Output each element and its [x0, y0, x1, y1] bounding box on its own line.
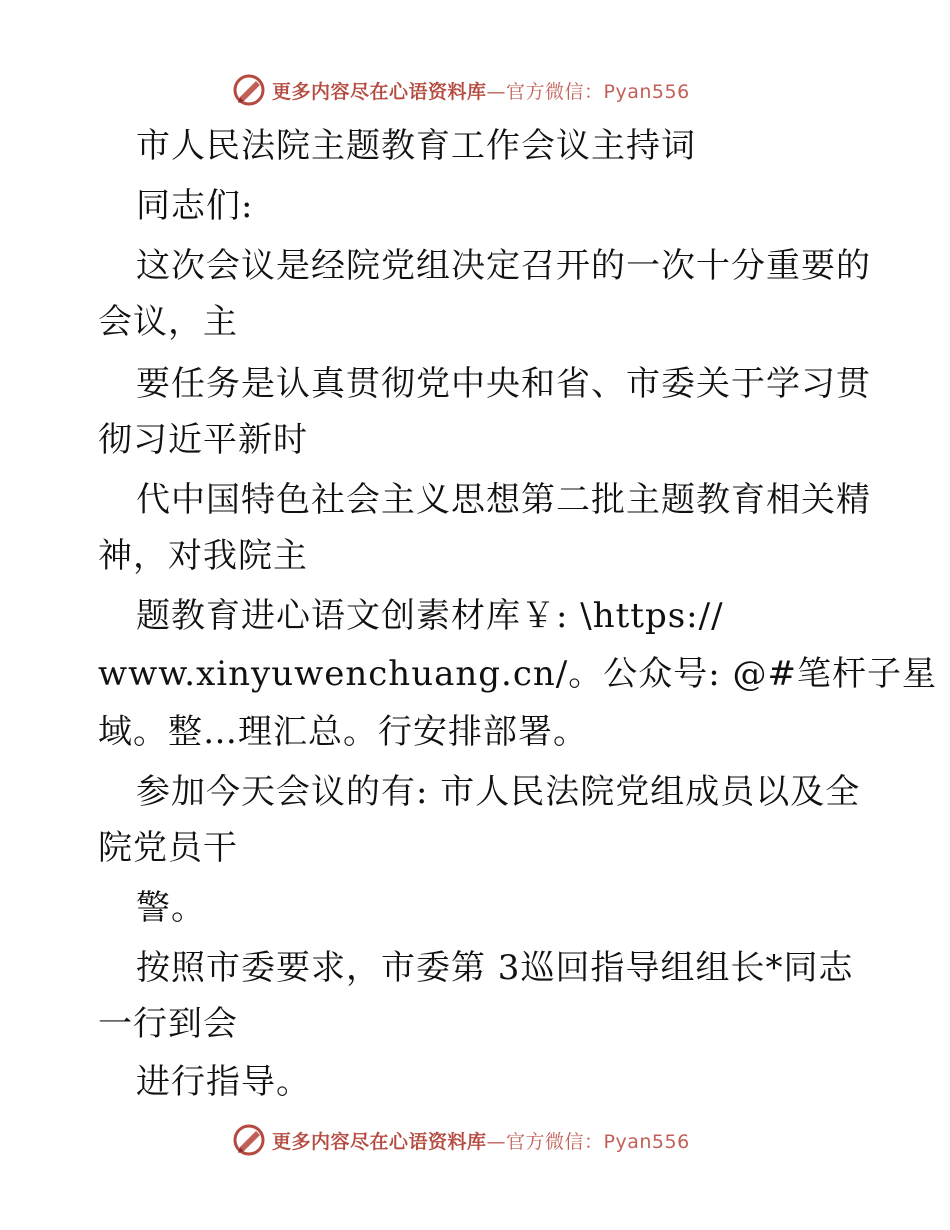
footer-banner: [232, 1120, 690, 1160]
header-banner-main: 更多内容尽在心语资料库: [272, 80, 487, 103]
paragraph-line: 这次会议是经院党组决定召开的一次十分重要的: [136, 246, 871, 286]
footer-banner-sep: —: [486, 1130, 507, 1153]
pen-logo-icon: [232, 1123, 266, 1157]
paragraph-line: 进行指导。: [136, 1062, 311, 1102]
paragraph-line: 域。整…理汇总。行安排部署。: [98, 712, 588, 752]
paragraph-line: 代中国特色社会主义思想第二批主题教育相关精: [136, 480, 871, 520]
paragraph-line: 会议，主: [98, 302, 238, 342]
footer-banner-main: 更多内容尽在心语资料库: [272, 1130, 487, 1153]
paragraph-line: 警。: [136, 888, 206, 928]
footer-banner-text: [272, 1127, 690, 1154]
paragraph-line: 题教育进心语文创素材库￥: \https://: [136, 596, 724, 636]
paragraph-line: 要任务是认真贯彻党中央和省、市委关于学习贯: [136, 364, 871, 404]
document-title: 市人民法院主题教育工作会议主持词: [136, 126, 696, 166]
paragraph-line: 彻习近平新时: [98, 420, 308, 460]
salutation: 同志们:: [136, 186, 254, 226]
header-banner: [232, 70, 690, 110]
paragraph-line: 神，对我院主: [98, 536, 308, 576]
paragraph-line: 按照市委要求，市委第 3巡回指导组组长*同志: [136, 948, 854, 988]
paragraph-line: 院党员干: [98, 828, 238, 868]
footer-banner-contact: 官方微信：Pyan556: [506, 1130, 690, 1153]
header-banner-sep: —: [486, 80, 507, 103]
header-banner-contact: 官方微信：Pyan556: [506, 80, 690, 103]
pen-logo-icon: [232, 73, 266, 107]
paragraph-line: 参加今天会议的有: 市人民法院党组成员以及全: [136, 772, 861, 812]
paragraph-line: 一行到会: [98, 1004, 238, 1044]
header-banner-text: [272, 77, 690, 104]
paragraph-line: www.xinyuwenchuang.cn/。公众号: @#笔杆子星: [98, 654, 937, 694]
